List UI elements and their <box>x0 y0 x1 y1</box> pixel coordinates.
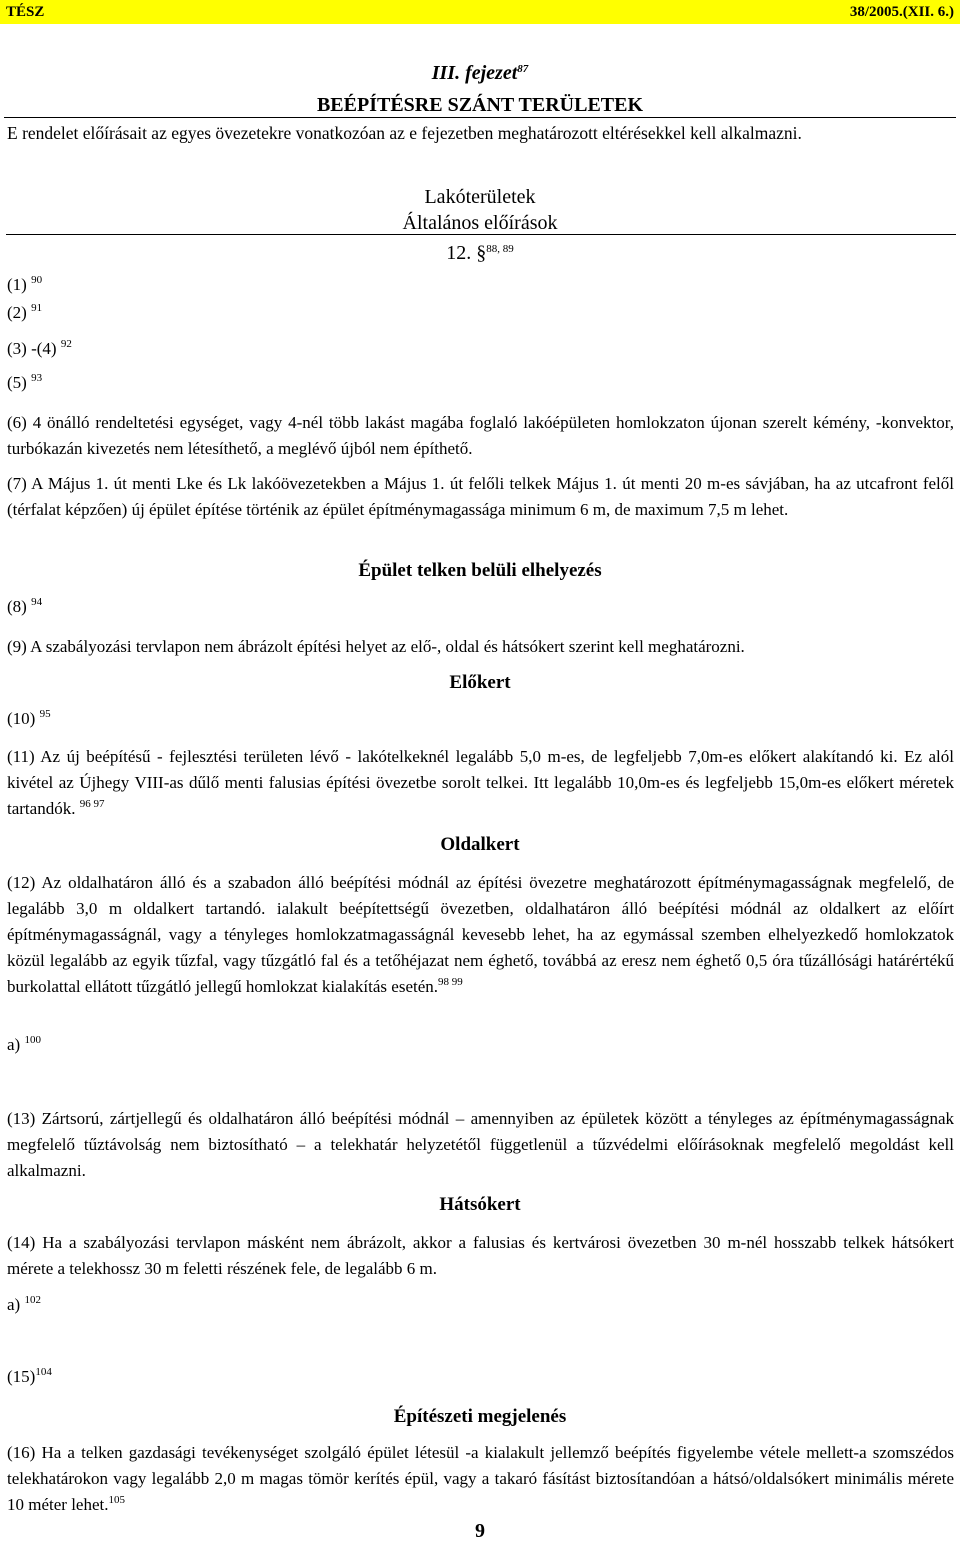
item-3-4: (3) -(4) $^{92}$ <box>7 338 72 358</box>
footnote-ref[interactable]: 100 <box>24 1034 41 1046</box>
heading-hatsokert: Hátsókert <box>439 1194 521 1215</box>
footnote-ref[interactable]: 98 99 <box>438 976 463 988</box>
paragraph-mark: 12. §$^{88, 89}$ <box>446 242 514 264</box>
footnote-ref[interactable]: 96 97 <box>79 798 105 810</box>
heading-epulet: Épület telken belüli elhelyezés <box>358 560 602 581</box>
section-subtitle: Általános előírások <box>402 212 558 234</box>
item-a-1: a) $^{100}$ <box>7 1034 41 1054</box>
intro-text: E rendelet előírásait az egyes övezetekre vonatkozóan az e fejezetben meghatározott eltérésekkel kell alkalmazni. <box>7 123 802 143</box>
document-header <box>0 0 960 24</box>
footnote-ref[interactable]: 104 <box>35 1366 52 1378</box>
footnote-ref[interactable]: 92 <box>60 338 72 350</box>
item-1: (1) $^{90}$ <box>7 274 43 294</box>
item-10: (10) $^{95}$ <box>7 708 51 728</box>
item-a-2: a) $^{102}$ <box>7 1294 41 1314</box>
page-number: 9 <box>475 1520 485 1542</box>
item-15: $(15)^{104}$ <box>7 1366 52 1386</box>
footnote-ref[interactable]: 91 <box>31 302 43 314</box>
footnote-ref[interactable]: 105 <box>108 1494 125 1506</box>
chapter-title: BEÉPÍTÉSRE SZÁNT TERÜLETEK <box>316 94 644 116</box>
footnote-ref[interactable]: 88, 89 <box>486 243 514 255</box>
item-14: (14) Ha a szabályozási tervlapon másként nem ábrázolt, akkor a falusias és kertvárosi övezetben 30 m-nél hosszabb telkek hátsókert mérete a telekhossz 30 m feletti részének fele, de legalább 6 m. <box>7 1233 954 1278</box>
item-11: (11) Az új beépítésű - fejlesztési területen lévő - lakótelkeknél legalább 5,0 m-es, de legfeljebb 7,0m-es előkert alakítandó ki. Ez alól kivétel az Újhegy VIII-as dűlő menti falusias építési övezetbe sorolt telkei. Itt legalább 10,0m-es és legfeljebb 15,0m-es előkert méretek tartandók. $^{96 97}$ <box>7 747 954 818</box>
footnote-ref[interactable]: 90 <box>31 274 43 286</box>
item-5: (5) $^{93}$ <box>7 372 43 392</box>
item-16: (16) Ha a telken gazdasági tevékenységet szolgáló épület létesül -a kialakult jellemző beépítés figyelembe vétele mellett-a szomszédos telekhatárokon vagy legalább 2,0 m magas tömör kerítés épül, vagy a takaró fásítást biztosítandóan a hátsó/oldalsókert minimális mérete 10 méter lehet.$^{105}$ <box>7 1443 954 1514</box>
heading-oldalkert: Oldalkert <box>440 834 520 855</box>
header-left: TÉSZ <box>6 4 45 20</box>
chapter-rule <box>4 117 956 118</box>
item-2: (2) $^{91}$ <box>7 302 43 322</box>
item-8: (8) $^{94}$ <box>7 596 43 616</box>
item-13: (13) Zártsorú, zártjellegű és oldalhatáron álló beépítési módnál – amennyiben az épületek között a tényleges az építménymagasságnak megfelelő tűztávolság nem biztosítható – a telekhatár helyzetétől függetlenül a tűzvédelmi előírásoknak megfelelő megoldást kell alkalmazni. <box>7 1109 954 1180</box>
footnote-ref[interactable]: 87 <box>517 63 529 75</box>
item-12: (12) Az oldalhatáron álló és a szabadon álló beépítési módnál az építési övezetre meghatározott építménymagasságnak megfelelő, de legalább 3,0 m oldalkert tartandó. ialakult beépítettségű övezetben, oldalhatáron álló beépítési módnál az oldalkert az előírt építménymagasságnál, vagy a tényleges homlokzatmagasságnál kevesebb lehet, ha az egymással szemben elhelyezkedő homlokzatok közül legalább az egyik tűzfal, vagy tűzgátló fal és a tetőhéjazat nem éghető, továbbá az eresz nem éghető 0,5 óra tűzállósági határértékű burkolattal ellátott tűzgátló jellegű homlokzat kialakítás esetén.$^{98 99}$ <box>7 873 954 996</box>
chapter-number: III. fejezet$^{87}$ <box>431 62 529 84</box>
section-rule <box>6 234 956 235</box>
item-7: (7) A Május 1. út menti Lke és Lk lakóövezetekben a Május 1. út felőli telkek Május 1. út menti 20 m-es sávjában, ha az utcafront felől (térfalat képzően) új épület építése történik az épület építménymagassága minimum 6 m, de maximum 7,5 m lehet. <box>7 474 954 519</box>
header-right: 38/2005.(XII. 6.) <box>849 4 954 20</box>
heading-elokert: Előkert <box>449 672 511 693</box>
footnote-ref[interactable]: 95 <box>39 708 51 720</box>
section-title: Lakóterületek <box>424 186 536 208</box>
heading-epiteszeti: Építészeti megjelenés <box>393 1406 567 1427</box>
item-6: (6) 4 önálló rendeltetési egységet, vagy 4-nél több lakást magába foglaló lakóépületen homlokzaton újonan szerelt kémény, -konvektor, turbókazán kivezetés nem létesíthető, a meglévő újból nem építhető. <box>7 413 954 458</box>
item-9: (9) A szabályozási tervlapon nem ábrázolt építési helyet az elő-, oldal és hátsókert szerint kell meghatározni. <box>7 637 745 656</box>
footnote-ref[interactable]: 102 <box>24 1294 41 1306</box>
footnote-ref[interactable]: 93 <box>31 372 43 384</box>
footnote-ref[interactable]: 94 <box>31 596 43 608</box>
